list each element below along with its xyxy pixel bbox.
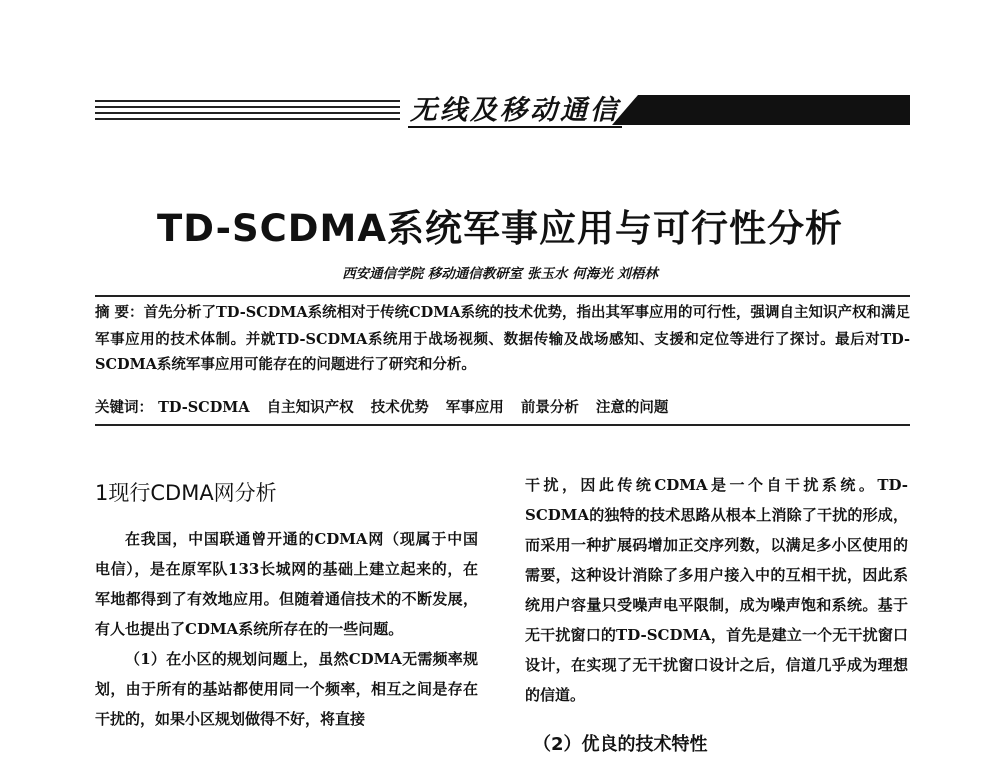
keyword: 技术优势 (370, 399, 429, 416)
keyword: TD-SCDMA (158, 399, 250, 416)
abstract-bottom-rule (95, 424, 910, 426)
keyword: 自主知识产权 (266, 399, 354, 416)
left-column (95, 470, 478, 734)
right-column (525, 470, 908, 758)
body-paragraph: （1）在小区的规划问题上，虽然CDMA无需频率规划，由于所有的基站都使用同一个频率，相互之间是存在干扰的，如果小区规划做得不好，将直接 (95, 650, 478, 728)
keywords-label: 关键词： (95, 400, 153, 416)
keyword: 军事应用 (445, 399, 504, 416)
author-line: 西安通信学院 移动通信教研室 张玉水 何海光 刘梧林 (342, 266, 658, 282)
header-rules (95, 94, 400, 124)
abstract-label: 摘 要： (95, 305, 144, 321)
section-label: 无线及移动通信 (410, 95, 620, 126)
header-black-bar (612, 95, 910, 125)
abstract-top-rule (95, 295, 910, 297)
keywords (95, 398, 910, 418)
keyword: 前景分析 (520, 399, 579, 416)
body-paragraph: 在我国，中国联通曾开通的CDMA网（现属于中国电信），是在原军队133长城网的基础上建立起来的，在军地都得到了有效地应用。但随着通信技术的不断发展，有人也提出了CDMA系统所存在的一些问题。 (95, 530, 478, 638)
paper-title: TD-SCDMA系统军事应用与可行性分析 (157, 207, 843, 250)
abstract-text: 首先分析了TD-SCDMA系统相对于传统CDMA系统的技术优势，指出其军事应用的可行性，强调自主知识产权和满足军事应用的技术体制。并就TD-SCDMA系统用于战场视频、数据传输及战场感知、支援和定位等进行了探讨。最后对TD-SCDMA系统军事应用可能存在的问题进行了研究和分析。 (95, 304, 911, 373)
subsection-heading: （2）优良的技术特性 (533, 734, 708, 755)
section-heading: 1现行CDMA网分析 (95, 481, 277, 505)
keyword: 注意的问题 (595, 399, 669, 416)
abstract (95, 300, 910, 378)
body-paragraph: 干扰，因此传统CDMA是一个自干扰系统。TD-SCDMA的独特的技术思路从根本上消除了干扰的形成，而采用一种扩展码增加正交序列数，以满足多小区使用的需要，这种设计消除了多用户接入中的互相干扰，因此系统用户容量只受噪声电平限制，成为噪声饱和系统。基于无干扰窗口的TD-SCDMA，首先是建立一个无干扰窗口设计，在实现了无干扰窗口设计之后，信道几乎成为理想的信道。 (525, 476, 908, 704)
